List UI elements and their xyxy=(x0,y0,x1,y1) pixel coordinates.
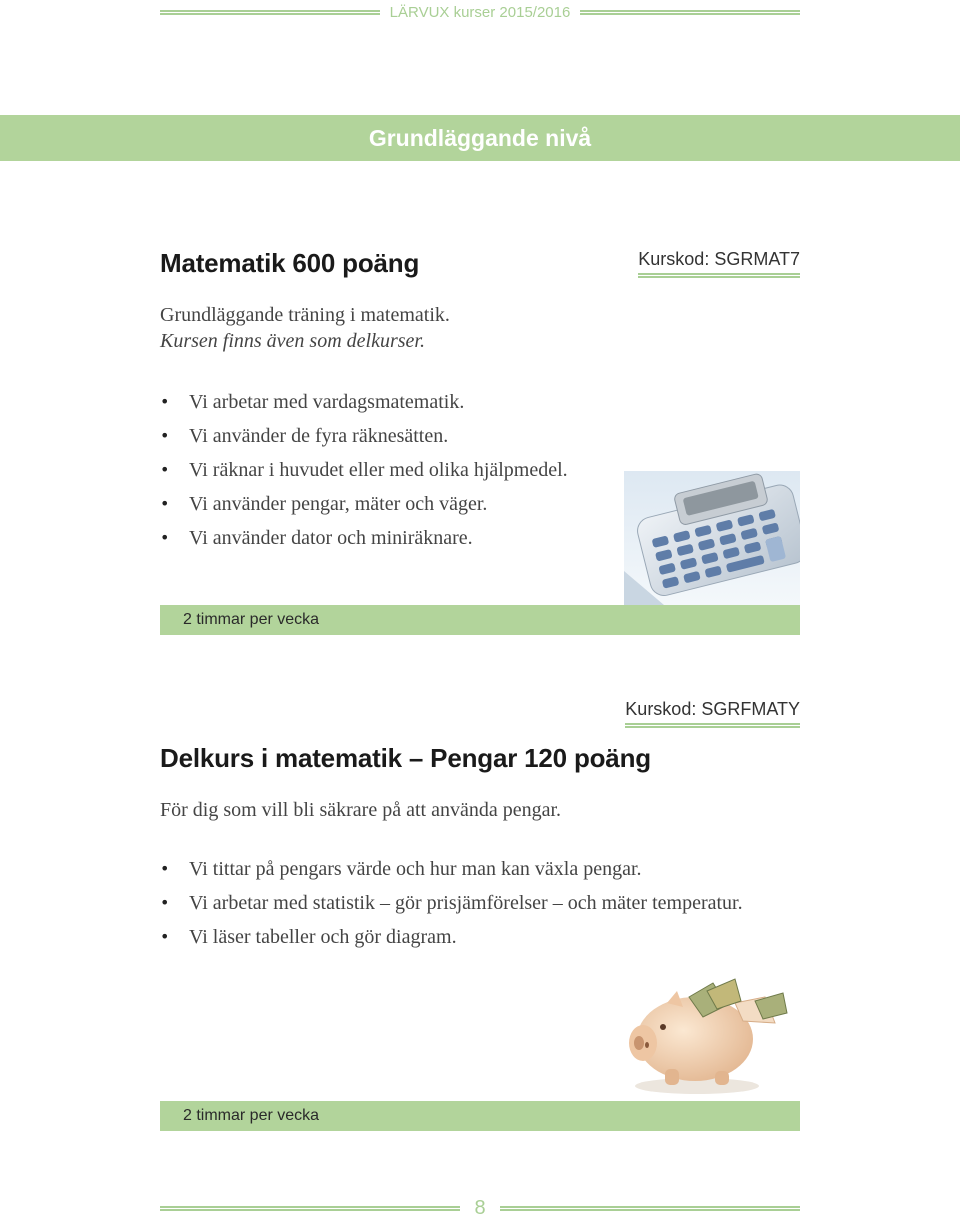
piggy-bank-icon xyxy=(615,961,800,1101)
course-bullet-list xyxy=(160,385,568,555)
course-code: Kurskod: SGRFMATY xyxy=(625,699,800,719)
footer-rule-right xyxy=(500,1206,800,1211)
course-description xyxy=(160,302,450,354)
header-rule-left xyxy=(160,10,380,15)
course-bullet-list xyxy=(160,852,743,954)
list-item: • Vi arbetar med statistik – gör prisjämförelser – och mäter temperatur. xyxy=(160,886,743,920)
course-title-pengar: Delkurs i matematik – Pengar 120 poäng xyxy=(160,743,651,773)
course-description xyxy=(160,797,561,823)
course-code-rule xyxy=(625,723,800,728)
course-code-rule xyxy=(638,273,800,278)
list-item: • Vi arbetar med vardagsmatematik. xyxy=(160,385,568,419)
description-line: För dig som vill bli säkrare på att använda pengar. xyxy=(160,799,562,821)
hours-banner xyxy=(160,1101,800,1131)
level-banner xyxy=(0,115,960,161)
footer-rule-left xyxy=(160,1206,460,1211)
running-header xyxy=(160,0,800,24)
list-item: • Vi använder de fyra räknesätten. xyxy=(160,419,568,453)
calculator-icon xyxy=(624,471,800,605)
description-line: Grundläggande träning i matematik. xyxy=(160,304,450,326)
list-item: • Vi använder dator och miniräknare. xyxy=(160,521,568,555)
hours-text: 2 timmar per vecka xyxy=(183,611,320,628)
course-code: Kurskod: SGRMAT7 xyxy=(638,249,800,269)
level-title: Grundläggande nivå xyxy=(368,124,592,151)
hours-banner xyxy=(160,605,800,635)
calculator-image xyxy=(624,471,800,605)
list-item: • Vi räknar i huvudet eller med olika hjälpmedel. xyxy=(160,453,568,487)
piggy-bank-image xyxy=(615,961,800,1101)
page-footer xyxy=(160,1196,800,1220)
course-code-block xyxy=(625,699,800,728)
page-number: 8 xyxy=(474,1196,486,1219)
course-code-block xyxy=(638,249,800,278)
list-item: • Vi använder pengar, mäter och väger. xyxy=(160,487,568,521)
description-line-italic: Kursen finns även som delkurser. xyxy=(160,330,425,352)
list-item: • Vi läser tabeller och gör diagram. xyxy=(160,920,743,954)
hours-text: 2 timmar per vecka xyxy=(183,1107,320,1124)
running-title: LÄRVUX kurser 2015/2016 xyxy=(389,3,571,21)
list-item: • Vi tittar på pengars värde och hur man kan växla pengar. xyxy=(160,852,743,886)
course-title-matematik: Matematik 600 poäng xyxy=(160,248,420,278)
header-rule-right xyxy=(580,10,800,15)
